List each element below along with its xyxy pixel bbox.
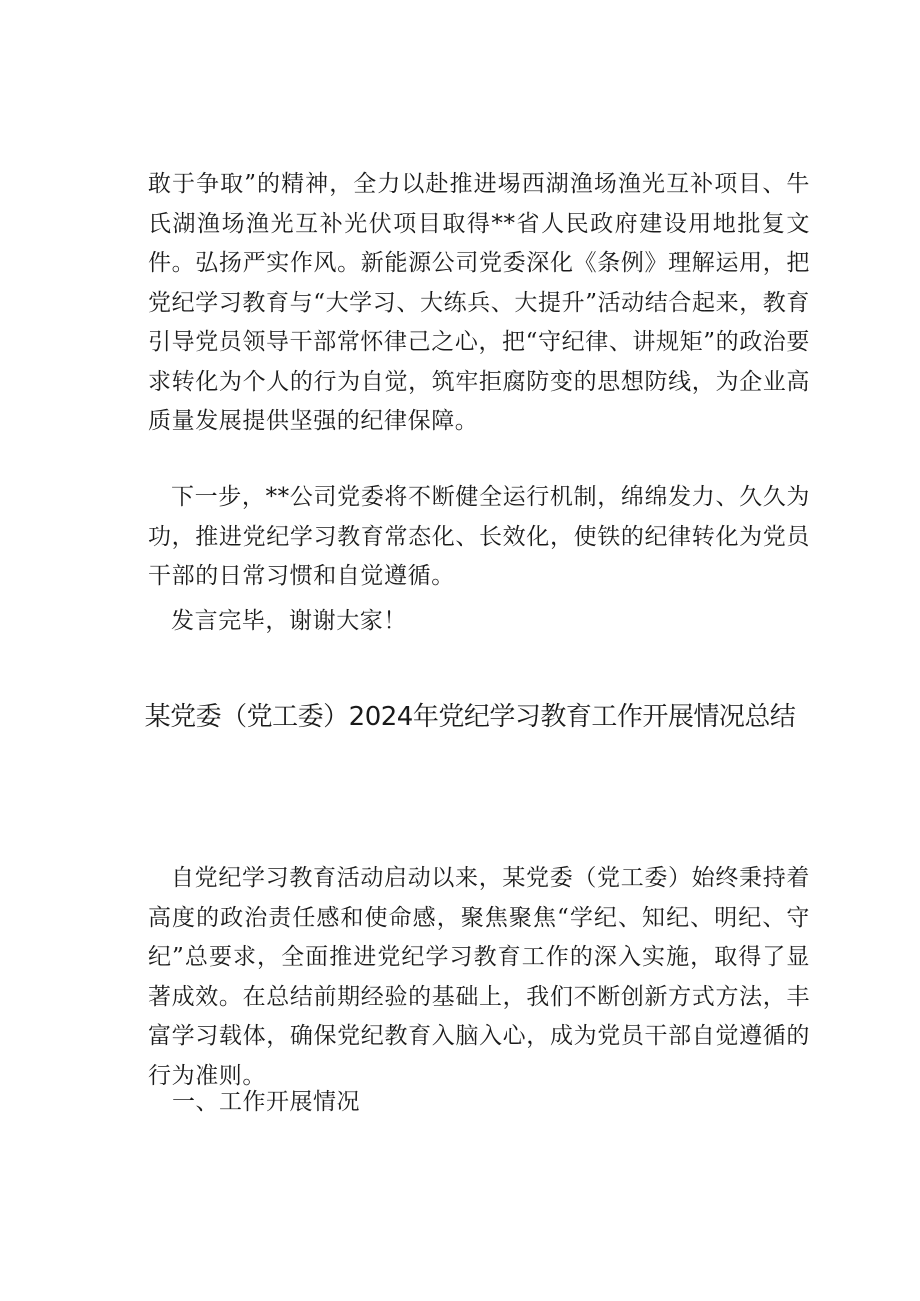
document-title: 某党委（党工委）2024年党纪学习教育工作开展情况总结 bbox=[144, 702, 796, 732]
paragraph-next-steps: 下一步，**公司党委将不断健全运行机制，绵绵发力、久久为功，推进党纪学习教育常态化、长效化，使铁的纪律转化为党员干部的日常习惯和自觉遵循。 bbox=[148, 484, 810, 589]
section-heading: 一、工作开展情况 bbox=[172, 1089, 360, 1115]
paragraph-intro: 自党纪学习教育活动启动以来，某党委（党工委）始终秉持着高度的政治责任感和使命感，聚焦聚焦“学纪、知纪、明纪、守纪”总要求，全面推进党纪学习教育工作的深入实施，取得了显著成效。在总结前期经验的基础上，我们不断创新方式方法，丰富学习载体，确保党纪教育入脑入心，成为党员干部自觉遵循的行为准则。 bbox=[148, 865, 810, 1089]
paragraph-continuation: 敢于争取”的精神，全力以赴推进埸西湖渔场渔光互补项目、牛氏湖渔场渔光互补光伏项目取得**省人民政府建设用地批复文件。弘扬严实作风。新能源公司党委深化《条例》理解运用，把党纪学习教育与“大学习、大练兵、大提升”活动结合起来，教育引导党员领导干部常怀律己之心，把“守纪律、讲规矩”的政治要求转化为个人的行为自觉，筑牢拒腐防变的思想防线，为企业高质量发展提供坚强的纪律保障。 bbox=[148, 171, 810, 434]
paragraph-closing: 发言完毕，谢谢大家！ bbox=[171, 608, 407, 634]
